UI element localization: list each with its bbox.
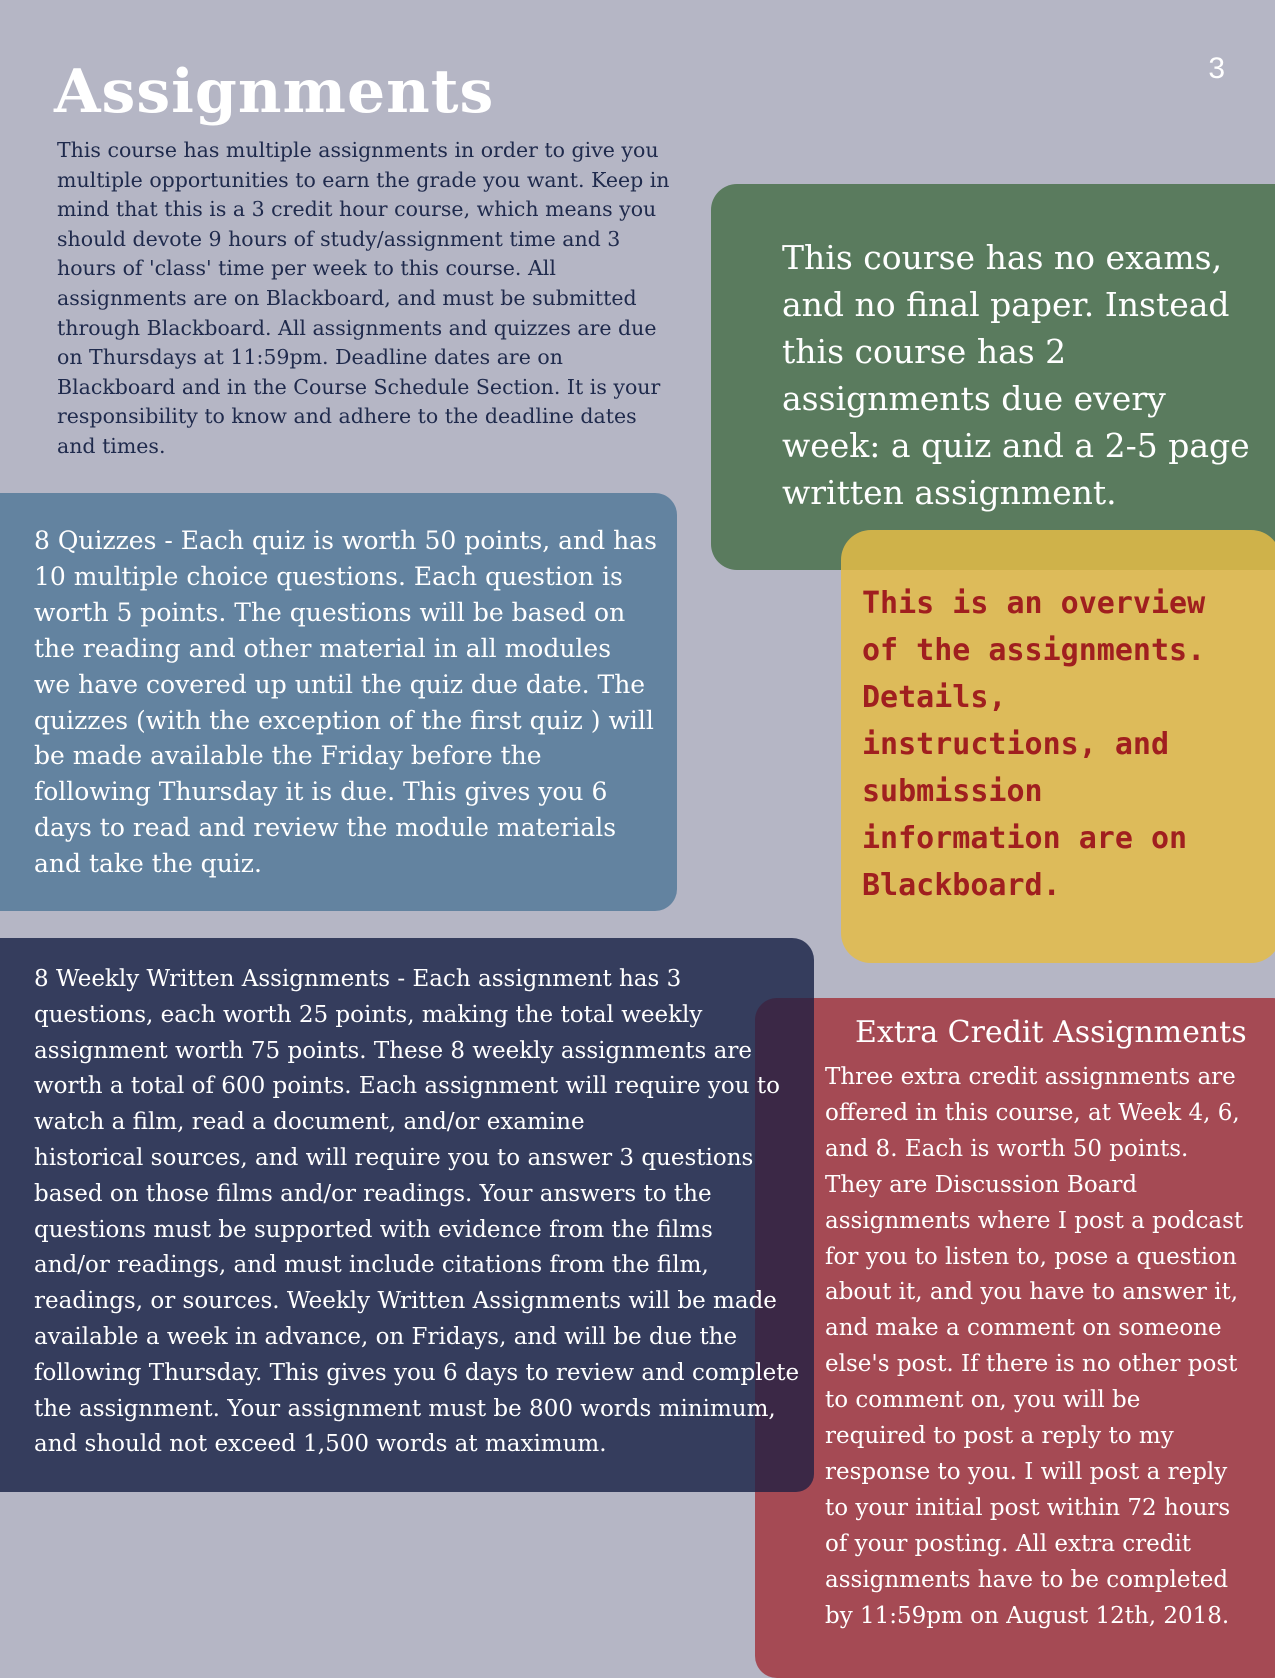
page-title: Assignments <box>54 57 495 127</box>
quizzes-box: 8 Quizzes - Each quiz is worth 50 points, and has 10 multiple choice questions. Each question is worth 5 points. The questions will be based on the reading and other material in all modules we have covered up until the quiz due date. The quizzes (with the exception of the first quiz ) will be made available the Friday before the following Thursday it is due. This gives you 6 days to read and review the module materials and take the quiz. <box>0 493 677 911</box>
overview-callout: This is an overview of the assignments. Details, instructions, and submission information are on Blackboard. <box>841 530 1275 963</box>
extra-credit-heading: Extra Credit Assignments <box>855 1015 1247 1050</box>
no-exams-callout: This course has no exams, and no final paper. Instead this course has 2 assignments due every week: a quiz and a 2-5 page written assignment. <box>711 184 1275 570</box>
weekly-assignments-text: 8 Weekly Written Assignments - Each assignment has 3 questions, each worth 25 points, making the total weekly assignment worth 75 points. These 8 weekly assignments are worth a total of 600 points. Each assignment will require you to watch a film, read a document, and/or examine historical sources, and will require you to answer 3 questions based on those films and/or readings. Your answers to the questions must be supported with evidence from the films and/or readings, and must include citations from the film, readings, or sources. Weekly Written Assignments will be made available a week in advance, on Fridays, and will be due the following Thursday. This gives you 6 days to review and complete the assignment. Your assignment must be 800 words minimum, and should not exceed 1,500 words at maximum. <box>34 966 800 1458</box>
page-number: 3 <box>1208 52 1225 85</box>
extra-credit-text: Three extra credit assignments are offered in this course, at Week 4, 6, and 8. Each is worth 50 points. They are Discussion Board assignments where I post a podcast for you to listen to, pose a question about it, and you have to answer it, and make a comment on someone else's post. If there is no other post to comment on, you will be required to post a reply to my response to you. I will post a reply to your initial post within 72 hours of your posting. All extra credit assignments have to be completed by 11:59pm on August 12th, 2018. <box>825 1064 1244 1629</box>
intro-paragraph: This course has multiple assignments in order to give you multiple opportunities to earn the grade you want. Keep in mind that this is a 3 credit hour course, which means you should devote 9 hours of study/assignment time and 3 hours of 'class' time per week to this course. All assignments are on Blackboard, and must be submitted through Blackboard. All assignments and quizzes are due on Thursdays at 11:59pm. Deadline dates are on Blackboard and in the Course Schedule Section. It is your responsibility to know and adhere to the deadline dates and times. <box>57 138 670 458</box>
